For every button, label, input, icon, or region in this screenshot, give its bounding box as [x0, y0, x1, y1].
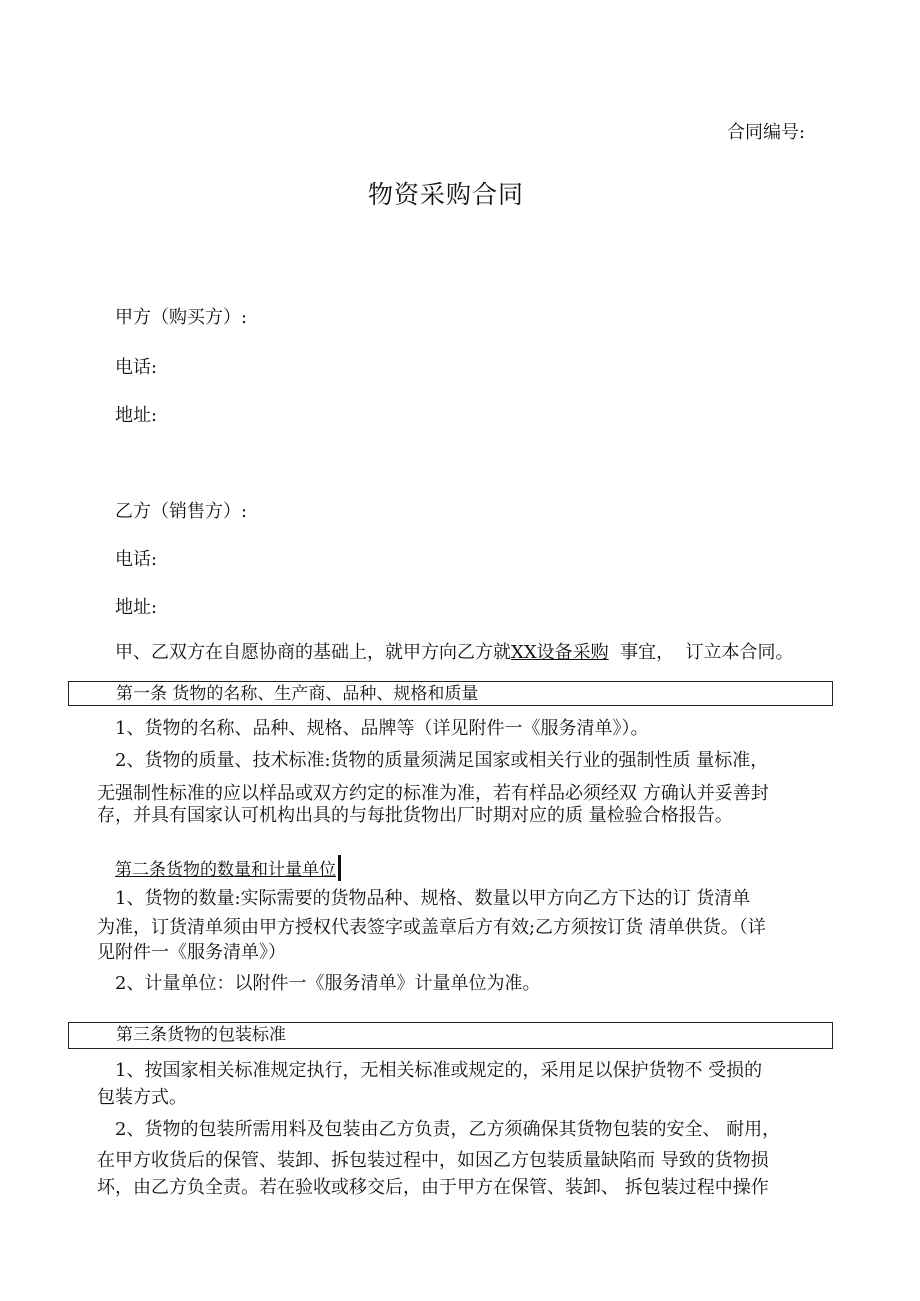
article-1-item-2-line-2: 无强制性标准的应以样品或双方约定的标准为准，若有样品必须经双 方确认并妥善封 [97, 783, 769, 804]
article-3-item-2-line-3: 坏，由乙方负全责。若在验收或移交后，由于甲方在保管、装卸、 拆包装过程中操作 [97, 1177, 769, 1198]
intro-text-1: 甲、乙双方在自愿协商的基础上，就甲方向乙方就 [115, 642, 511, 663]
party-b-phone: 电话: [115, 549, 158, 570]
article-3-title-box [68, 1022, 833, 1049]
article-3-item-2-line-2: 在甲方收货后的保管、装卸、拆包装过程中，如因乙方包装质量缺陷而 导致的货物损 [97, 1150, 769, 1171]
article-2-item-1-line-3: 见附件一《服务清单》） [97, 942, 286, 963]
article-1-item-2-line-1: 2、货物的质量、技术标准:货物的质量须满足国家或相关行业的强制性质 量标准， [115, 750, 769, 771]
article-3-item-2-line-1: 2、货物的包装所需用料及包装由乙方负责，乙方须确保其货物包装的安全、 耐用， [115, 1119, 781, 1140]
party-b-address: 地址: [115, 597, 158, 618]
intro-text-3: 订立本合同。 [685, 642, 794, 663]
document-title: 物资采购合同 [368, 180, 525, 209]
intro-project-name: XX设备采购 [511, 642, 609, 663]
contract-number-label: 合同编号: [727, 122, 806, 143]
party-a-label: 甲方（购买方）: [115, 307, 248, 328]
intro-text-2: 事宜， [620, 642, 675, 663]
article-2-item-1-line-1: 1、货物的数量:实际需要的货物品种、规格、数量以甲方向乙方下达的订 货清单 [115, 888, 751, 909]
text-cursor-mark [338, 855, 341, 881]
article-2-title: 第二条货物的数量和计量单位 [115, 860, 336, 880]
party-a-address: 地址: [115, 405, 158, 426]
article-2-item-2: 2、计量单位：以附件一《服务清单》计量单位为准。 [115, 973, 541, 994]
article-2-item-1-line-2: 为准，订货清单须由甲方授权代表签字或盖章后方有效;乙方须按订货 清单供货。（详 [97, 917, 766, 938]
party-b-label: 乙方（销售方）: [115, 501, 248, 522]
article-3-title: 第三条货物的包装标准 [116, 1025, 286, 1045]
article-3-item-1-line-1: 1、按国家相关标准规定执行，无相关标准或规定的，采用足以保护货物不 受损的 [115, 1060, 763, 1081]
intro-paragraph [115, 638, 794, 664]
party-a-phone: 电话: [115, 357, 158, 378]
article-1-title: 第一条 货物的名称、生产商、品种、规格和质量 [116, 684, 479, 704]
article-1-item-1: 1、货物的名称、品种、规格、品牌等（详见附件一《服务清单》）。 [115, 718, 649, 739]
article-1-item-2-line-3: 存，并具有国家认可机构出具的与每批货物出厂时期对应的质 量检验合格报告。 [97, 805, 733, 826]
article-3-item-1-line-2: 包装方式。 [97, 1087, 187, 1108]
article-1-title-box [68, 681, 833, 706]
article-2-heading [115, 855, 341, 881]
